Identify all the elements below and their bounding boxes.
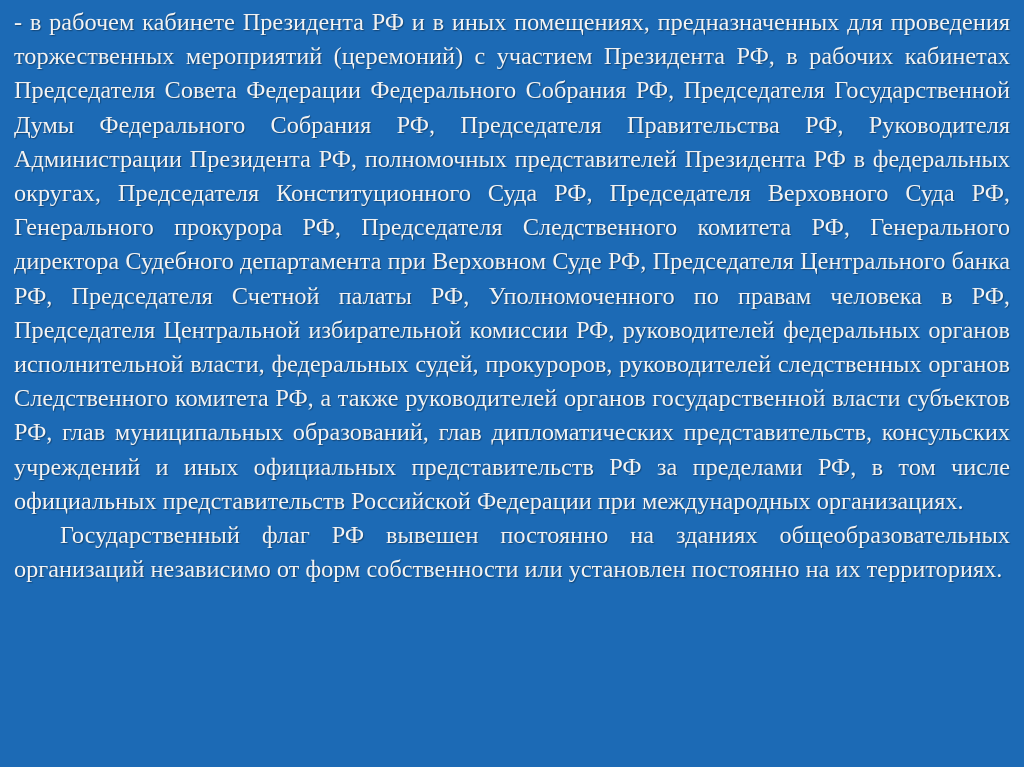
paragraph-locations-list: - в рабочем кабинете Президента РФ и в иных помещениях, предназначенных для проведения торжественных мероприятий (церемоний) с участием Президента РФ, в рабочих кабинетах Председателя Совета Федерации Федерального Собрания РФ, Председателя Государственной Думы Федерального Собрания РФ, Председателя Правительства РФ, Руководителя Администрации Президента РФ, полномочных представителей Президента РФ в федеральных округах, Председателя Конституционного Суда РФ, Председателя Верховного Суда РФ, Генерального прокурора РФ, Председателя Следственного комитета РФ, Генерального директора Судебного департамента при Верховном Суде РФ, Председателя Центрального банка РФ, Председателя Счетной палаты РФ, Уполномоченного по правам человека в РФ, Председателя Центральной избирательной комиссии РФ, руководителей федеральных органов исполнительной власти, федеральных судей, прокуроров, руководителей следственных органов Следственного комитета РФ, а также руководителей органов государственной власти субъектов РФ, глав муниципальных образований, глав дипломатических представительств, консульских учреждений и иных официальных представительств РФ за пределами РФ, в том числе официальных представительств Российской Федерации при международных организациях. — [14, 9, 1010, 515]
slide-text-block — [14, 6, 1010, 587]
paragraph-schools-flag: Государственный флаг РФ вывешен постоянно на зданиях общеобразовательных организаций независимо от форм собственности или установлен постоянно на их территориях. — [14, 522, 1010, 584]
